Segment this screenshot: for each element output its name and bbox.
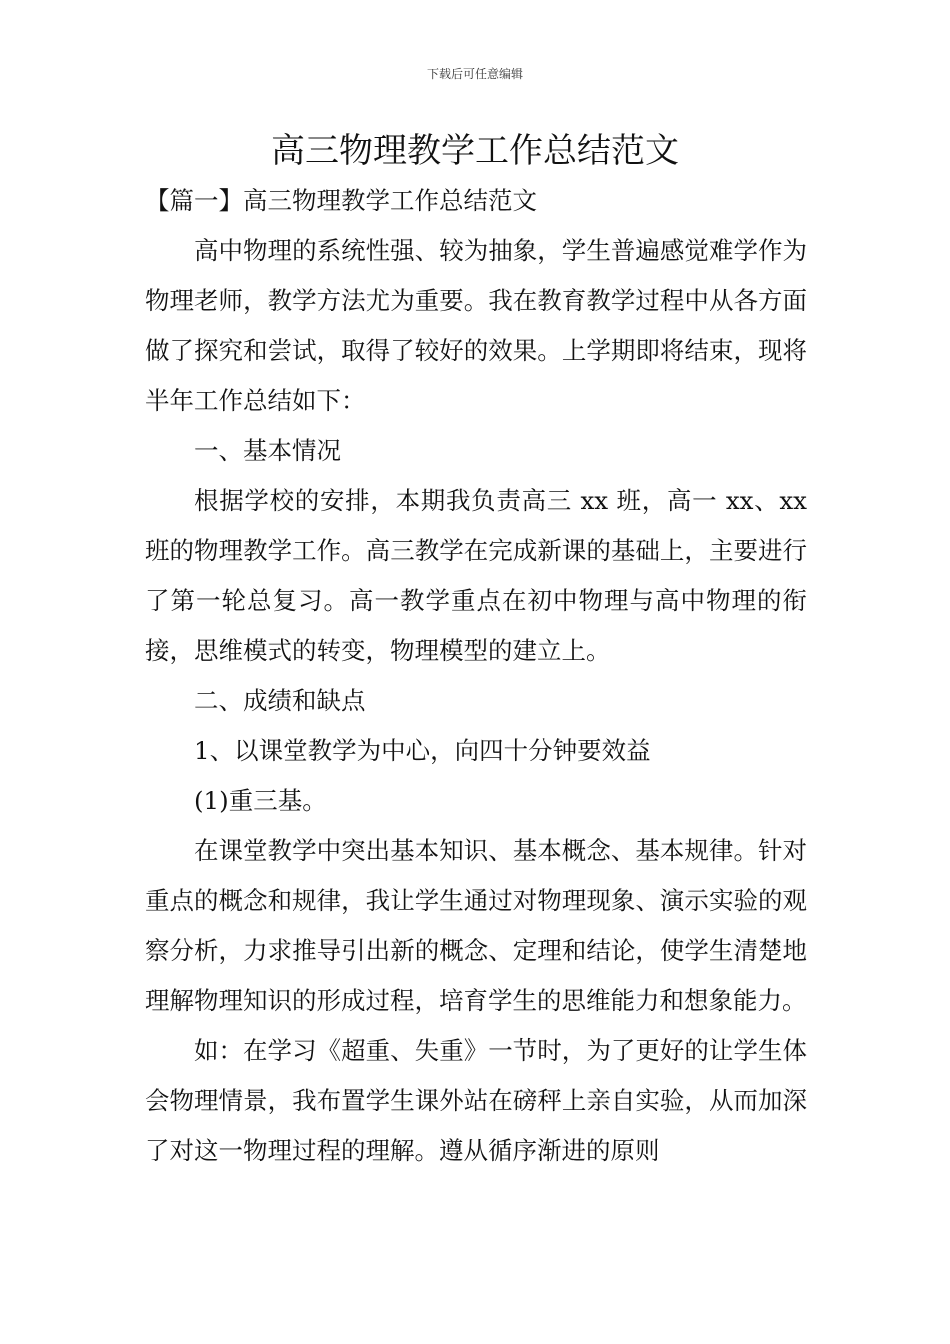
paragraph-basic-situation: 根据学校的安排，本期我负责高三 xx 班，高一 xx、xx 班的物理教学工作。高三教学在完成新课的基础上，主要进行了第一轮总复习。高一教学重点在初中物理与高中物理的衔接，思维模式的转变，物理模型的建立上。	[145, 486, 807, 665]
paragraph-intro: 高中物理的系统性强、较为抽象，学生普遍感觉难学作为物理老师，教学方法尤为重要。我在教育教学过程中从各方面做了探究和尝试，取得了较好的效果。上学期即将结束，现将半年工作总结如下：	[145, 236, 807, 415]
heading-basic-situation: 一、基本情况	[194, 436, 341, 465]
document-body	[145, 176, 807, 1176]
paragraph-three-basics: 在课堂教学中突出基本知识、基本概念、基本规律。针对重点的概念和规律，我让学生通过对物理现象、演示实验的观察分析，力求推导引出新的概念、定理和结论，使学生清楚地理解物理知识的形成过程，培育学生的思维能力和想象能力。	[145, 836, 807, 1015]
subheading-classroom-teaching: 1、以课堂教学为中心，向四十分钟要效益	[194, 736, 651, 765]
document-title: 高三物理教学工作总结范文	[271, 131, 679, 171]
paragraph-example: 如：在学习《超重、失重》一节时，为了更好的让学生体会物理情景，我布置学生课外站在磅秤上亲自实验，从而加深了对这一物理过程的理解。遵从循序渐进的原则	[145, 1036, 807, 1165]
section-heading-part-one: 【篇一】高三物理教学工作总结范文	[145, 186, 537, 215]
subheading-three-basics: (1)重三基。	[194, 786, 327, 815]
heading-achievements: 二、成绩和缺点	[194, 686, 366, 715]
header-note: 下载后可任意编辑	[426, 67, 523, 81]
